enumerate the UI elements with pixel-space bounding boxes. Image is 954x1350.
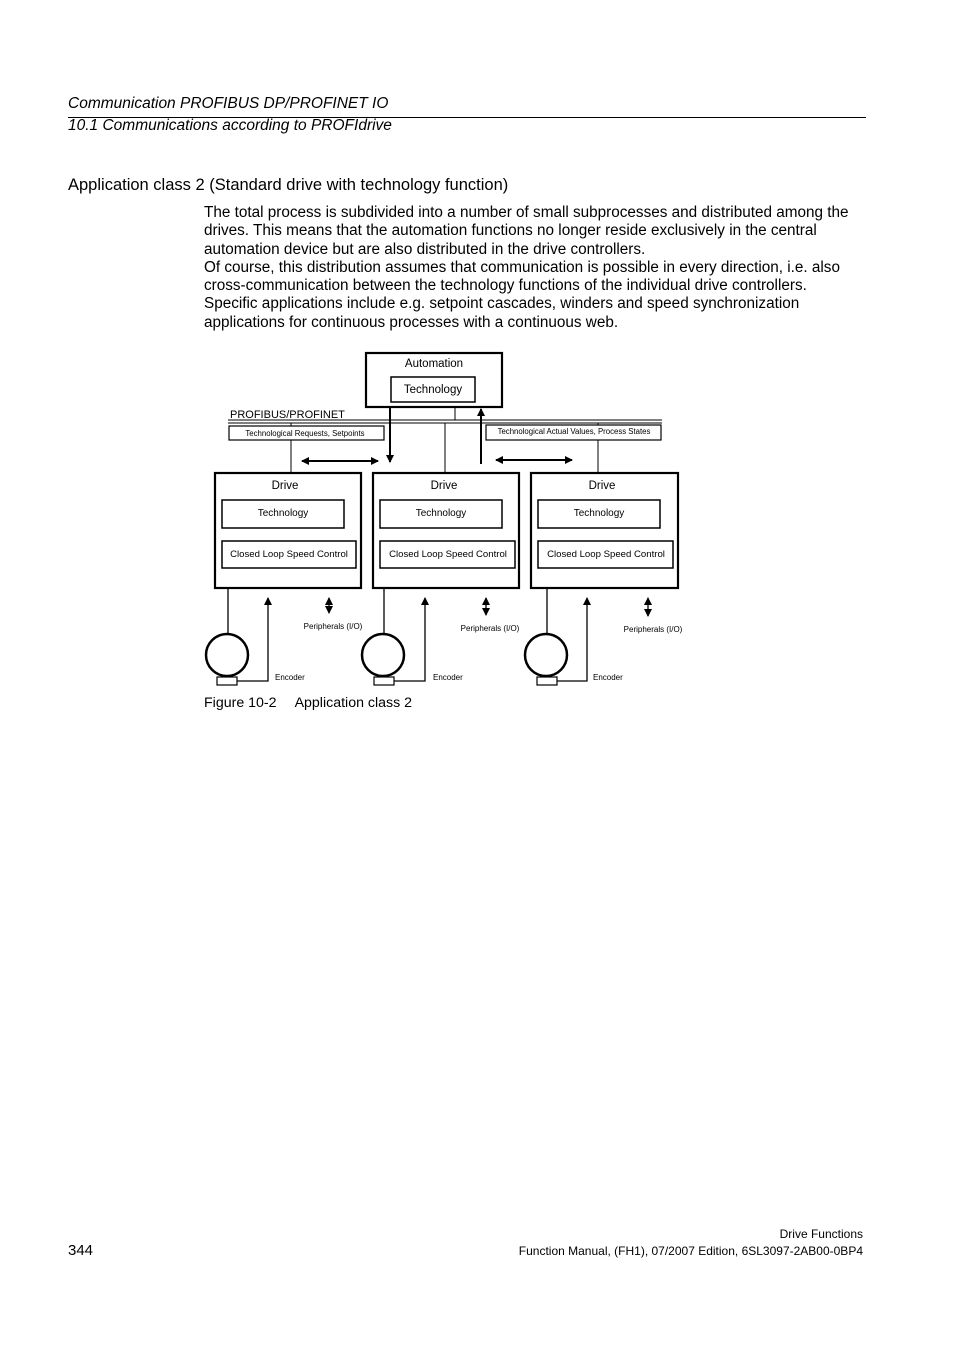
encoder-icon: [217, 677, 237, 685]
peripherals-label: Peripherals (I/O): [303, 622, 363, 631]
drive-block-1: [206, 473, 363, 685]
paragraph-1: The total process is subdivided into a number of small subprocesses and distributed among the drives. This means that the automation functions no longer reside exclusively in the central automation device but are also distributed in the drive controllers.: [204, 204, 849, 258]
motor-icon: [362, 634, 404, 676]
encoder-label: Encoder: [433, 673, 463, 682]
encoder-label: Encoder: [275, 673, 305, 682]
drive-technology-label: Technology: [573, 508, 625, 519]
page-number: 344: [68, 1242, 94, 1259]
bus-label: PROFIBUS/PROFINET: [230, 409, 345, 421]
section-heading: Application class 2 (Standard drive with technology function): [68, 176, 509, 194]
running-header-title: Communication PROFIBUS DP/PROFINET IO: [68, 95, 389, 112]
drive-technology-label: Technology: [257, 508, 309, 519]
drive-block-3: [525, 473, 683, 685]
drive-technology-label: Technology: [415, 508, 467, 519]
footer-manual-info: Function Manual, (FH1), 07/2007 Edition, 6SL3097-2AB00-0BP4: [518, 1244, 863, 1258]
figure-number: Figure 10-2: [204, 695, 277, 711]
encoder-icon: [374, 677, 394, 685]
requests-label: Technological Requests, Setpoints: [245, 429, 365, 438]
figure-title: Application class 2: [294, 695, 413, 711]
automation-block: [366, 353, 502, 407]
running-header-section: 10.1 Communications according to PROFIdrive: [68, 117, 392, 134]
drive-label: Drive: [588, 480, 616, 492]
peripherals-label: Peripherals (I/O): [623, 625, 683, 634]
drive-block-2: [362, 473, 520, 685]
encoder-label: Encoder: [593, 673, 623, 682]
motor-icon: [206, 634, 248, 676]
figure-caption: [204, 695, 412, 711]
speed-control-label: Closed Loop Speed Control: [230, 549, 348, 560]
drive-label: Drive: [271, 480, 299, 492]
encoder-icon: [537, 677, 557, 685]
peripherals-label: Peripherals (I/O): [460, 624, 520, 633]
actuals-label: Technological Actual Values, Process States: [497, 427, 651, 436]
paragraph-2: Of course, this distribution assumes that communication is possible in every direction, i.e. also cross-communication between the technology functions of the individual drive controllers. Specific applications include e.g. setpoint cascades, winders and speed synchronization applications for continuous processes with a continuous web.: [204, 258, 840, 331]
speed-control-label: Closed Loop Speed Control: [389, 549, 507, 560]
automation-label: Automation: [404, 358, 464, 370]
drive-label: Drive: [430, 480, 458, 492]
speed-control-label: Closed Loop Speed Control: [547, 549, 665, 560]
automation-technology-label: Technology: [403, 384, 463, 396]
footer-book-title: Drive Functions: [779, 1227, 863, 1241]
bus: [228, 409, 662, 423]
motor-icon: [525, 634, 567, 676]
